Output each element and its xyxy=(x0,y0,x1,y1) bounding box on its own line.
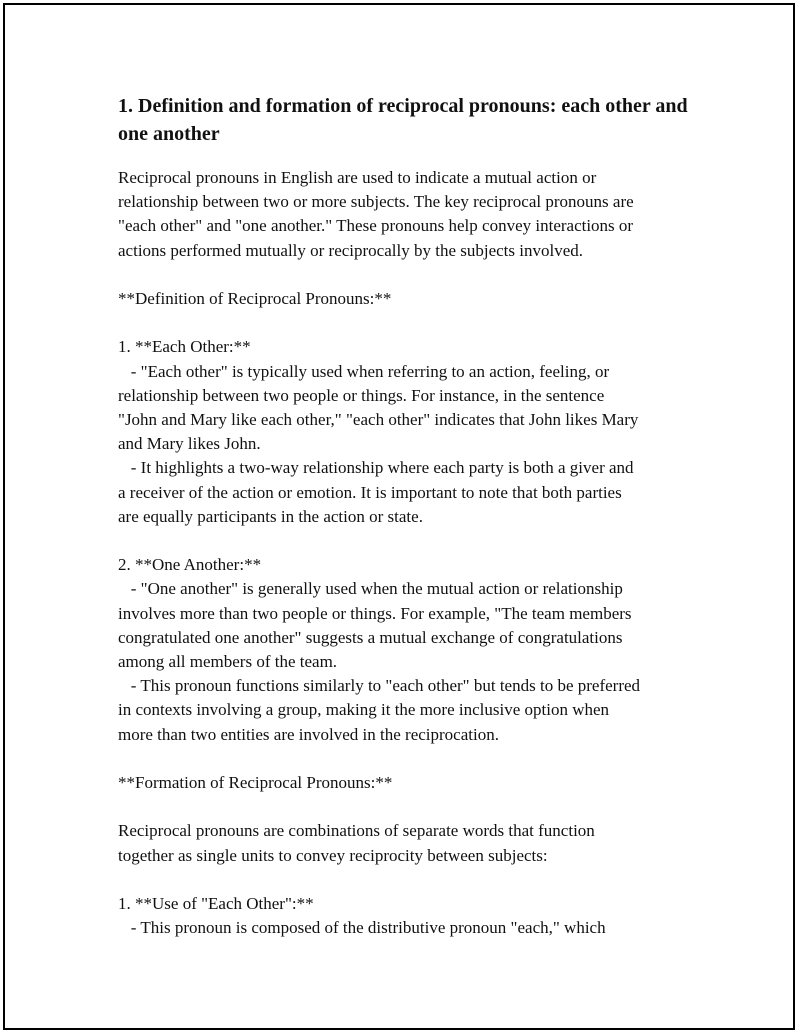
document-body xyxy=(118,166,698,941)
document-page xyxy=(118,92,698,941)
blank-line xyxy=(118,263,698,287)
text-line: - "Each other" is typically used when referring to an action, feeling, or xyxy=(118,361,610,381)
text-line: and Mary likes John. xyxy=(118,434,261,454)
text-line: - This pronoun is composed of the distributive pronoun "each," which xyxy=(118,918,606,938)
text-line: - This pronoun functions similarly to "each other" but tends to be preferred xyxy=(118,676,641,696)
text-line: together as single units to convey reciprocity between subjects: xyxy=(118,845,548,865)
text-line: a receiver of the action or emotion. It is important to note that both parties xyxy=(118,482,622,502)
text-line: more than two entities are involved in the reciprocation. xyxy=(118,724,499,744)
text-line: "John and Mary like each other," "each other" indicates that John likes Mary xyxy=(118,410,639,430)
text-line: "each other" and "one another." These pronouns help convey interactions or xyxy=(118,216,634,236)
text-line: **Definition of Reciprocal Pronouns:** xyxy=(118,289,392,309)
text-line: among all members of the team. xyxy=(118,652,338,672)
text-line: 1. **Use of "Each Other":** xyxy=(118,894,314,914)
text-line: 1. **Each Other:** xyxy=(118,337,251,357)
text-line: congratulated one another" suggests a mutual exchange of congratulations xyxy=(118,627,623,647)
text-line: - "One another" is generally used when the mutual action or relationship xyxy=(118,579,623,599)
text-line: relationship between two people or things. For instance, in the sentence xyxy=(118,385,605,405)
blank-line xyxy=(118,795,698,819)
text-line: involves more than two people or things. For example, "The team members xyxy=(118,603,632,623)
text-line: - It highlights a two-way relationship where each party is both a giver and xyxy=(118,458,634,478)
section-heading: 1. Definition and formation of reciprocal pronouns: each other and one another xyxy=(118,95,688,145)
blank-line xyxy=(118,529,698,553)
text-line: Reciprocal pronouns are combinations of separate words that function xyxy=(118,821,595,841)
blank-line xyxy=(118,311,698,335)
text-line: actions performed mutually or reciprocally by the subjects involved. xyxy=(118,240,584,260)
blank-line xyxy=(118,747,698,771)
text-line: Reciprocal pronouns in English are used to indicate a mutual action or xyxy=(118,168,597,187)
text-line: are equally participants in the action or state. xyxy=(118,506,423,526)
text-line: relationship between two or more subjects. The key reciprocal pronouns are xyxy=(118,192,634,212)
text-line: 2. **One Another:** xyxy=(118,555,262,575)
text-line: **Formation of Reciprocal Pronouns:** xyxy=(118,773,393,793)
blank-line xyxy=(118,868,698,892)
text-line: in contexts involving a group, making it the more inclusive option when xyxy=(118,700,610,720)
